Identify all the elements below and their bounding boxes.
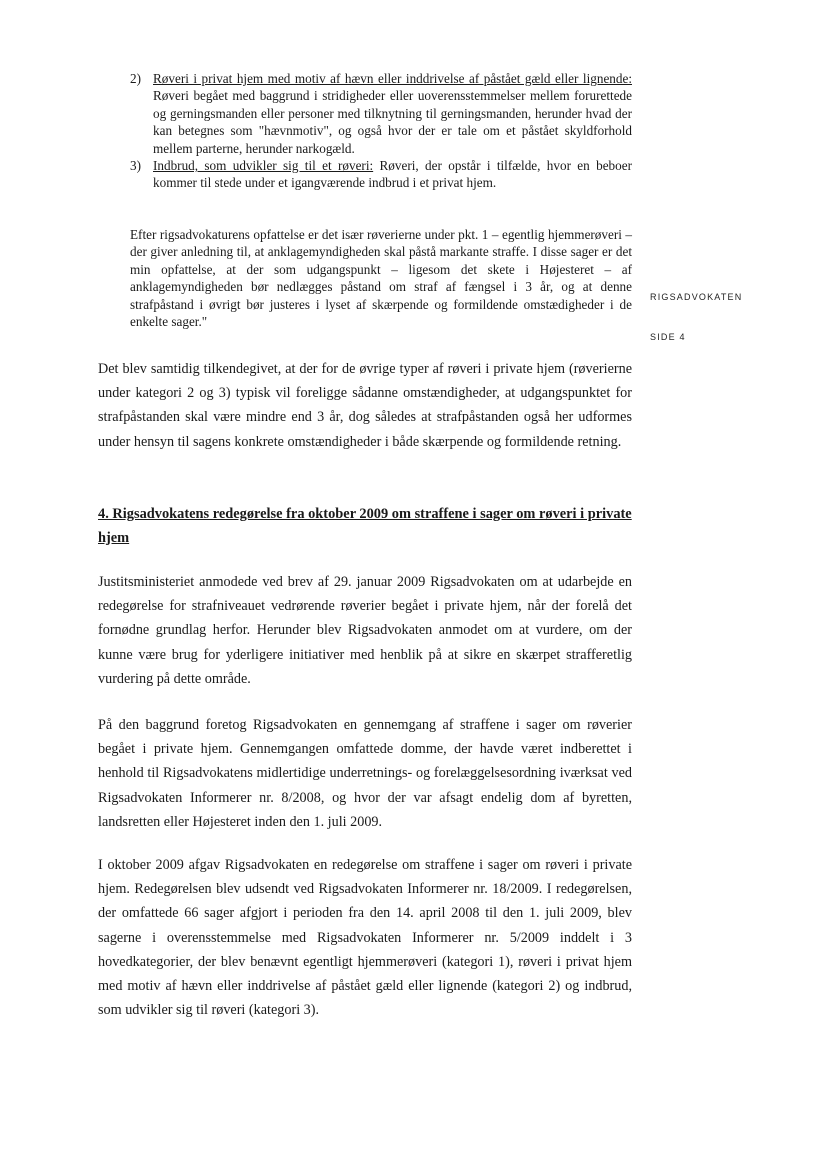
sidebar-organization: RIGSADVOKATEN bbox=[650, 292, 743, 302]
list-item-title: Indbrud, som udvikler sig til et røveri: bbox=[153, 158, 374, 174]
quoted-category-list bbox=[130, 70, 632, 192]
list-item-text: Røveri, der opstår i tilfælde, hvor en beboer kommer til stede under et igangværende indbrud i et privat hjem. bbox=[153, 158, 632, 191]
list-item-number: 3) bbox=[130, 158, 141, 174]
list-item-number: 2) bbox=[130, 71, 141, 86]
list-item-text: Røveri begået med baggrund i stridigheder eller uoverensstemmelser mellem forurettede og gerningsmanden eller personer med tilknytning til gerningsmanden, herunder hvad der kan betegnes som "hævnmotiv", og også hvor der er tale om et påstået skyldforhold mellem parterne, herunder narkogæld. bbox=[153, 88, 632, 156]
body-paragraph: Justitsministeriet anmodede ved brev af 29. januar 2009 Rigsadvokaten om at udarbejde en redegørelse for strafniveauet vedrørende røverier begået i private hjem, når der forelå det fornødne grundlag herfor. Herunder blev Rigsadvokaten anmodet om at vurdere, om der kunne være brug for yderligere initiativer med henblik på at sikre en skærpet strafferetlig vurdering på dette område. bbox=[98, 574, 632, 687]
list-item-title: Røveri i privat hjem med motiv af hævn eller inddrivelse af påstået gæld eller lignende: bbox=[153, 71, 632, 86]
quoted-paragraph: Efter rigsadvokaturens opfattelse er det især røverierne under pkt. 1 – egentlig hjemmerøveri – der giver anledning til, at anklagemyndigheden skal påstå markante straffe. I disse sager er det min opfattelse, at der som udgangspunkt – ligesom det skete i Højesteret – af anklagemyndigheden bør nedlægges påstand om straf af fængsel i 3 år, og at denne strafpåstand i øvrigt bør justeres i lyset af skærpende og formildende omstædigheder i de enkelte sager." bbox=[130, 227, 632, 330]
body-paragraph: Det blev samtidig tilkendegivet, at der for de øvrige typer af røveri i private hjem (røverierne under kategori 2 og 3) typisk vil foreligge sådanne omstændigheder, at udgangspunktet for strafpåstanden skal være mindre end 3 år, dog således at strafpåstanden også her udformes under hensyn til sagens konkrete omstændigheder i både skærpende og formildende retning. bbox=[98, 361, 632, 450]
section-heading: 4. Rigsadvokatens redegørelse fra oktober 2009 om straffene i sager om røveri i private hjem bbox=[98, 506, 632, 546]
list-item bbox=[130, 70, 632, 157]
list-item bbox=[130, 157, 632, 192]
page-number: SIDE 4 bbox=[650, 332, 686, 342]
body-paragraph: I oktober 2009 afgav Rigsadvokaten en redegørelse om straffene i sager om røveri i private hjem. Redegørelsen blev udsendt ved Rigsadvokaten Informerer nr. 18/2009. I redegørelsen, der omfattede 66 sager afgjort i perioden fra den 14. april 2008 til den 1. juli 2009, blev sagerne i overensstemmelse med Rigsadvokaten Informerer nr. 5/2009 inddelt i 3 hovedkategorier, der blev benævnt egentligt hjemmerøveri (kategori 1), røveri i privat hjem med motiv af hævn eller inddrivelse af påstået gæld eller lignende (kategori 2) og indbrud, som udvikler sig til røveri (kategori 3). bbox=[98, 857, 632, 1019]
body-paragraph: På den baggrund foretog Rigsadvokaten en gennemgang af straffene i sager om røverier begået i private hjem. Gennemgangen omfattede domme, der havde været indberettet i henhold til Rigsadvokatens midlertidige underretnings- og forelæggelsesordning iværksat ved Rigsadvokaten Informerer nr. 8/2008, og hvor der var afsagt endelig dom af byretten, landsretten eller Højesteret inden den 1. juli 2009. bbox=[98, 717, 632, 830]
